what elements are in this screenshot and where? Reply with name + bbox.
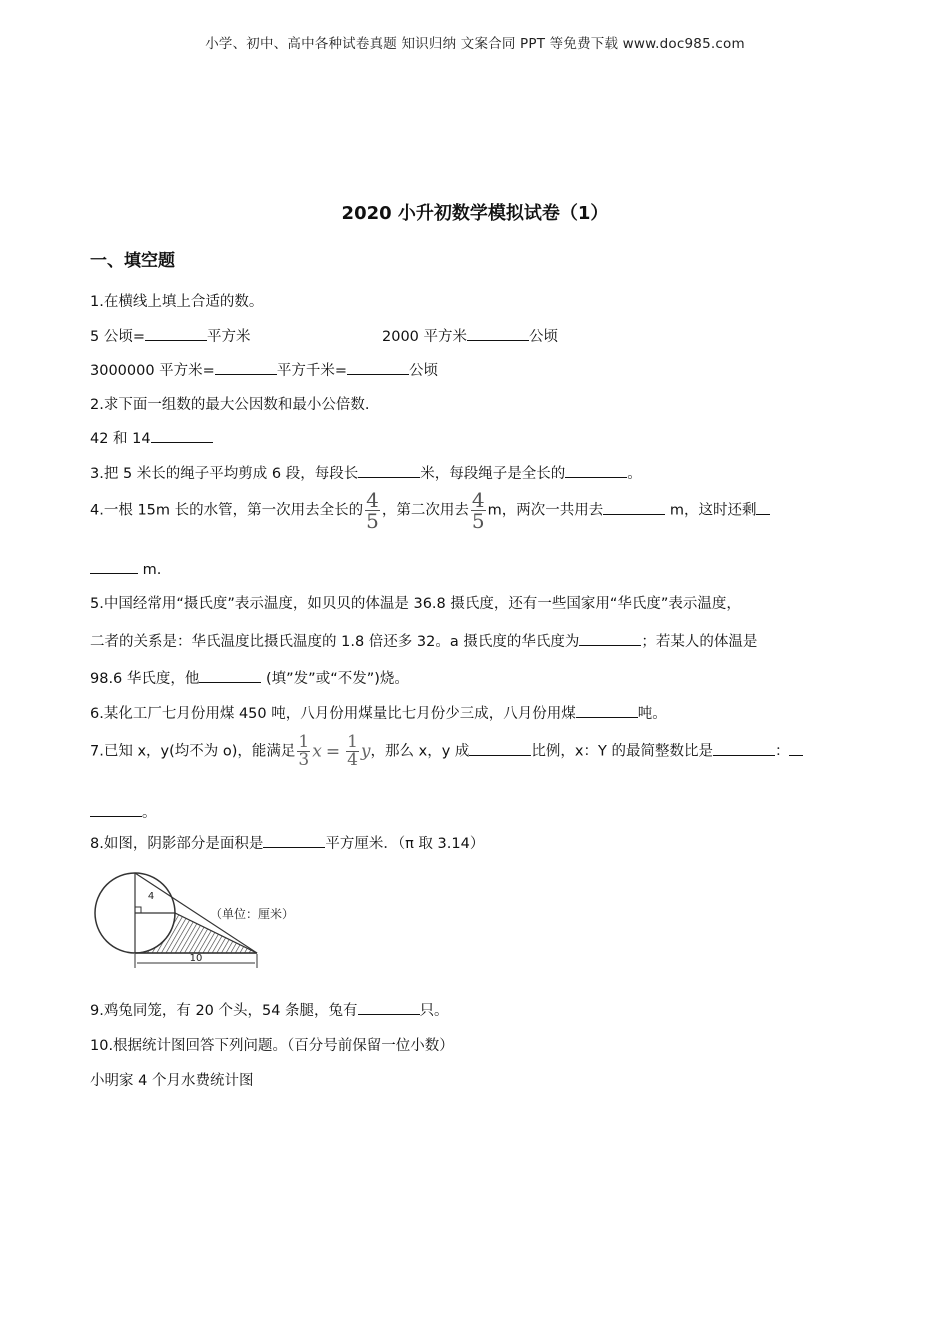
q8-text: 8.如图，阴影部分是面积是 [90, 836, 264, 852]
answer-blank[interactable] [469, 741, 531, 756]
q4-text: m，两次一共用去 [487, 502, 604, 519]
fraction-four-fifths: $\frac{4}{5}$ [471, 488, 485, 533]
answer-blank[interactable] [576, 703, 638, 718]
question-3 [90, 462, 642, 483]
answer-blank[interactable] [90, 802, 142, 817]
q3-text: 3.把 5 米长的绳子平均剪成 6 段，每段长 [90, 466, 359, 482]
question-7-cont [90, 801, 157, 822]
question-8 [90, 832, 484, 853]
q7-text: 比例，x：Y 的最简整数比是 [531, 743, 713, 760]
q8-text: 平方厘米．（π 取 3.14） [325, 836, 485, 852]
q7-text: 。 [142, 805, 157, 821]
answer-blank[interactable] [145, 326, 207, 341]
question-2-stem: 2.求下面一组数的最大公因数和最小公倍数. [90, 397, 370, 413]
question-6 [90, 702, 667, 723]
answer-blank[interactable] [90, 559, 138, 574]
answer-blank[interactable] [358, 1000, 420, 1015]
fraction-one-quarter: $\frac{1}{4}$ [347, 732, 358, 770]
q1-text: 平方米 [206, 329, 251, 345]
q5-text: ；若某人的体温是 [641, 634, 758, 650]
q7-text: ，那么 x，y 成 [370, 743, 470, 760]
question-9 [90, 999, 449, 1020]
q4-text: m. [138, 562, 162, 578]
page-header: 小学、初中、高中各种试卷真题 知识归纳 文案合同 PPT 等免费下载 www.doc985.com [205, 36, 745, 52]
question-1-stem: 1.在横线上填上合适的数。 [90, 294, 264, 310]
unit-label: （单位：厘米） [210, 907, 295, 921]
page-title: 2020 小升初数学模拟试卷（1） [341, 203, 609, 224]
answer-blank[interactable] [579, 631, 641, 646]
q5-text: 二者的关系是：华氏温度比摄氏温度的 1.8 倍还多 32。a 摄氏度的华氏度为 [90, 634, 580, 650]
var-x: x [312, 741, 322, 762]
answer-blank[interactable] [199, 668, 261, 683]
q4-text: ，第二次用去 [381, 502, 469, 519]
q5-text: (填”发”或“不发”)烧。 [261, 671, 409, 687]
q5-text: 98.6 华氏度，他 [90, 671, 200, 687]
q7-text: ： [774, 743, 790, 760]
answer-blank[interactable] [151, 428, 213, 443]
question-1-row-b [90, 359, 438, 380]
q4-text: 4.一根 15m 长的水管，第一次用去全长的 [90, 502, 364, 519]
equals-sign: = [325, 741, 341, 762]
question-5-line-2 [90, 630, 757, 651]
right-angle-mark [135, 907, 141, 913]
q4-text: m，这时还剩 [665, 502, 757, 519]
question-4 [90, 490, 770, 531]
chart-caption: 小明家 4 个月水费统计图 [90, 1073, 254, 1089]
length-label: 10 [189, 953, 203, 964]
question-5-line-1: 5.中国经常用“摄氏度”表示温度，如贝贝的体温是 36.8 摄氏度，还有一些国家用“华氏度”表示温度， [90, 596, 741, 612]
fraction-one-third: $\frac{1}{3}$ [298, 732, 310, 770]
q3-text: 米，每段绳子是全长的 [420, 466, 566, 482]
question-1-row-a2 [382, 325, 558, 346]
q9-text: 只。 [419, 1003, 449, 1019]
question-1-row-a [90, 325, 250, 346]
section-heading: 一、填空题 [90, 251, 175, 271]
radius-label: 4 [147, 891, 155, 902]
answer-blank[interactable] [467, 326, 529, 341]
q6-text: 6.某化工厂七月份用煤 450 吨，八月份用煤量比七月份少三成，八月份用煤 [90, 706, 576, 722]
answer-blank[interactable] [713, 741, 775, 756]
var-y: y [360, 741, 371, 762]
question-5-line-3 [90, 667, 409, 688]
question-2-row [90, 427, 213, 448]
q6-text: 吨。 [637, 706, 667, 722]
q1-text: 公顷 [409, 363, 438, 379]
fraction-four-fifths: $\frac{4}{5}$ [366, 488, 379, 533]
answer-blank[interactable] [565, 463, 627, 478]
q1-text: 5 公顷= [90, 329, 145, 345]
q1-text: 2000 平方米 [382, 329, 468, 345]
shaded-area-figure [90, 868, 330, 972]
answer-blank[interactable] [603, 500, 665, 515]
answer-blank[interactable] [789, 741, 803, 756]
q9-text: 9.鸡兔同笼，有 20 个头，54 条腿，兔有 [90, 1003, 358, 1019]
q3-text: 。 [627, 466, 642, 482]
answer-blank[interactable] [347, 360, 409, 375]
q7-text: 7.已知 x，y(均不为 o)，能满足 [90, 743, 296, 760]
q1-text: 平方千米= [276, 363, 347, 379]
question-7 [90, 734, 803, 769]
answer-blank[interactable] [358, 463, 420, 478]
answer-blank[interactable] [215, 360, 277, 375]
answer-blank[interactable] [756, 500, 770, 515]
q1-text: 公顷 [529, 329, 559, 345]
question-4-cont [90, 559, 161, 578]
question-10-stem: 10.根据统计图回答下列问题。（百分号前保留一位小数） [90, 1038, 454, 1054]
q1-text: 3000000 平方米= [90, 363, 215, 379]
answer-blank[interactable] [263, 833, 325, 848]
q2-text: 42 和 14 [90, 431, 151, 447]
